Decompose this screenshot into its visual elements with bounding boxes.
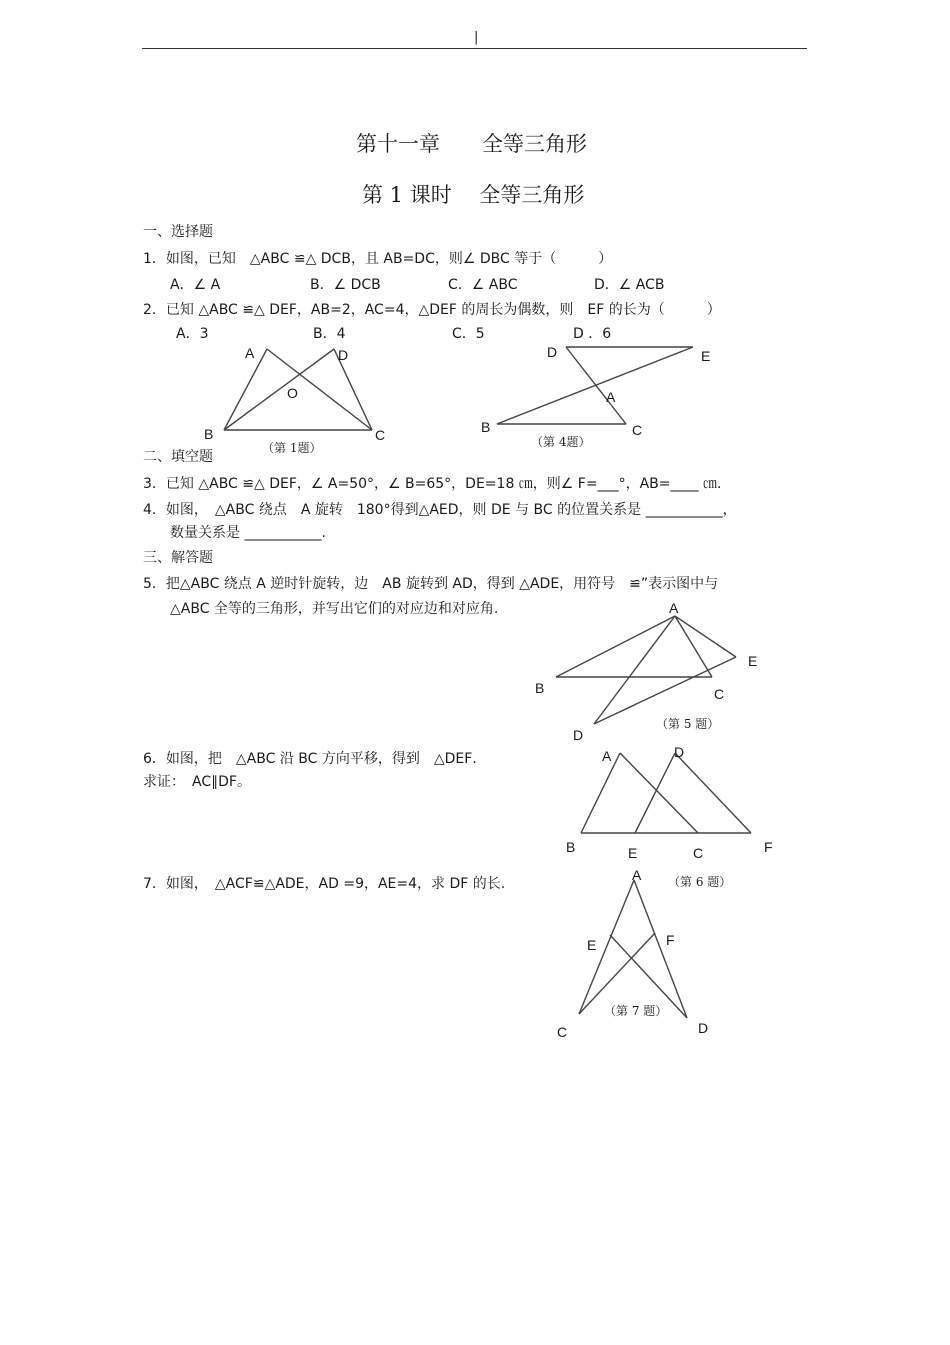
header-mark: | bbox=[474, 30, 479, 45]
fig4-label-b: B bbox=[481, 419, 491, 435]
question-5-line2: △ABC 全等的三角形，并写出它们的对应边和对应角. bbox=[170, 601, 499, 617]
question-4-line2: 数量关系是 ___________. bbox=[170, 525, 326, 541]
fig1-caption: （第 1题） bbox=[262, 441, 322, 455]
question-4-line1: 4．如图， △ABC 绕点 A 旋转 180°得到△AED，则 DE 与 BC 的位置关系是 ___________， bbox=[143, 502, 737, 518]
question-1-option-b: B．∠ DCB bbox=[310, 277, 381, 293]
fig4-caption: （第 4题） bbox=[531, 435, 591, 449]
question-1-option-a: A．∠ A bbox=[170, 277, 221, 293]
fig5-caption: （第 5 题） bbox=[656, 717, 720, 731]
fig5-label-c: C bbox=[714, 686, 725, 702]
fig6-label-a: A bbox=[602, 748, 612, 764]
fig6-label-e: E bbox=[628, 845, 638, 861]
fig7-label-d: D bbox=[698, 1020, 709, 1036]
fig6-label-f: F bbox=[764, 839, 773, 855]
question-5-line1: 5．把△ABC 绕点 A 逆时针旋转，边 AB 旋转到 AD，得到 △ADE，用符号 ≌”表示图中与 bbox=[143, 576, 719, 592]
section-fill-heading: 二、填空题 bbox=[143, 449, 213, 465]
fig4-label-e: E bbox=[701, 348, 711, 364]
question-1-option-d: D．∠ ACB bbox=[594, 277, 665, 293]
question-3: 3．已知 △ABC ≌△ DEF，∠ A=50°，∠ B=65°，DE=18 ㎝，则∠ F=___°，AB=____ ㎝. bbox=[143, 476, 722, 492]
question-7: 7．如图， △ACF≌△ADE，AD =9，AE=4，求 DF 的长. bbox=[143, 876, 506, 892]
fig7-label-a: A bbox=[632, 867, 642, 883]
fig5-label-b: B bbox=[535, 680, 545, 696]
fig7-label-e: E bbox=[587, 937, 597, 953]
fig4-label-d: D bbox=[547, 344, 558, 360]
question-2-option-b: B．4 bbox=[313, 326, 346, 342]
fig7-label-f: F bbox=[666, 932, 675, 948]
chapter-title: 第十一章 全等三角形 bbox=[356, 132, 587, 156]
fig5-label-d: D bbox=[573, 727, 584, 743]
question-2-option-d: D ．6 bbox=[573, 326, 612, 342]
question-2-option-a: A．3 bbox=[176, 326, 209, 342]
fig5-label-e: E bbox=[748, 653, 758, 669]
fig1-label-o: O bbox=[287, 385, 298, 401]
lesson-title: 第 1 课时 全等三角形 bbox=[362, 183, 585, 207]
fig7-caption: （第 7 题） bbox=[604, 1004, 668, 1018]
section-choice-heading: 一、选择题 bbox=[143, 224, 213, 240]
question-6-line1: 6．如图，把 △ABC 沿 BC 方向平移，得到 △DEF． bbox=[143, 751, 487, 767]
question-1-option-c: C．∠ ABC bbox=[448, 277, 518, 293]
fig1-label-b: B bbox=[204, 426, 214, 442]
fig6-label-b: B bbox=[566, 839, 576, 855]
fig6-label-c: C bbox=[693, 845, 704, 861]
fig4-label-a: A bbox=[606, 389, 616, 405]
fig5-label-a: A bbox=[669, 600, 679, 616]
question-2-option-c: C．5 bbox=[452, 326, 485, 342]
question-1-stem: 1．如图，已知 △ABC ≌△ DCB，且 AB=DC，则∠ DBC 等于（ ） bbox=[143, 251, 613, 267]
fig6-caption: （第 6 题） bbox=[668, 875, 732, 889]
section-answer-heading: 三、解答题 bbox=[143, 550, 213, 566]
fig1-label-c: C bbox=[375, 427, 386, 443]
fig4-label-c: C bbox=[632, 422, 643, 438]
question-6-line2: 求证： AC∥DF。 bbox=[143, 774, 251, 790]
fig1-label-a: A bbox=[245, 345, 255, 361]
fig6-label-d: D bbox=[674, 744, 685, 760]
fig1-label-d: D bbox=[338, 347, 349, 363]
question-2-stem: 2．已知 △ABC ≌△ DEF，AB=2，AC=4，△DEF 的周长为偶数，则 EF 的长为（ ） bbox=[143, 302, 721, 318]
fig7-label-c: C bbox=[557, 1024, 568, 1040]
